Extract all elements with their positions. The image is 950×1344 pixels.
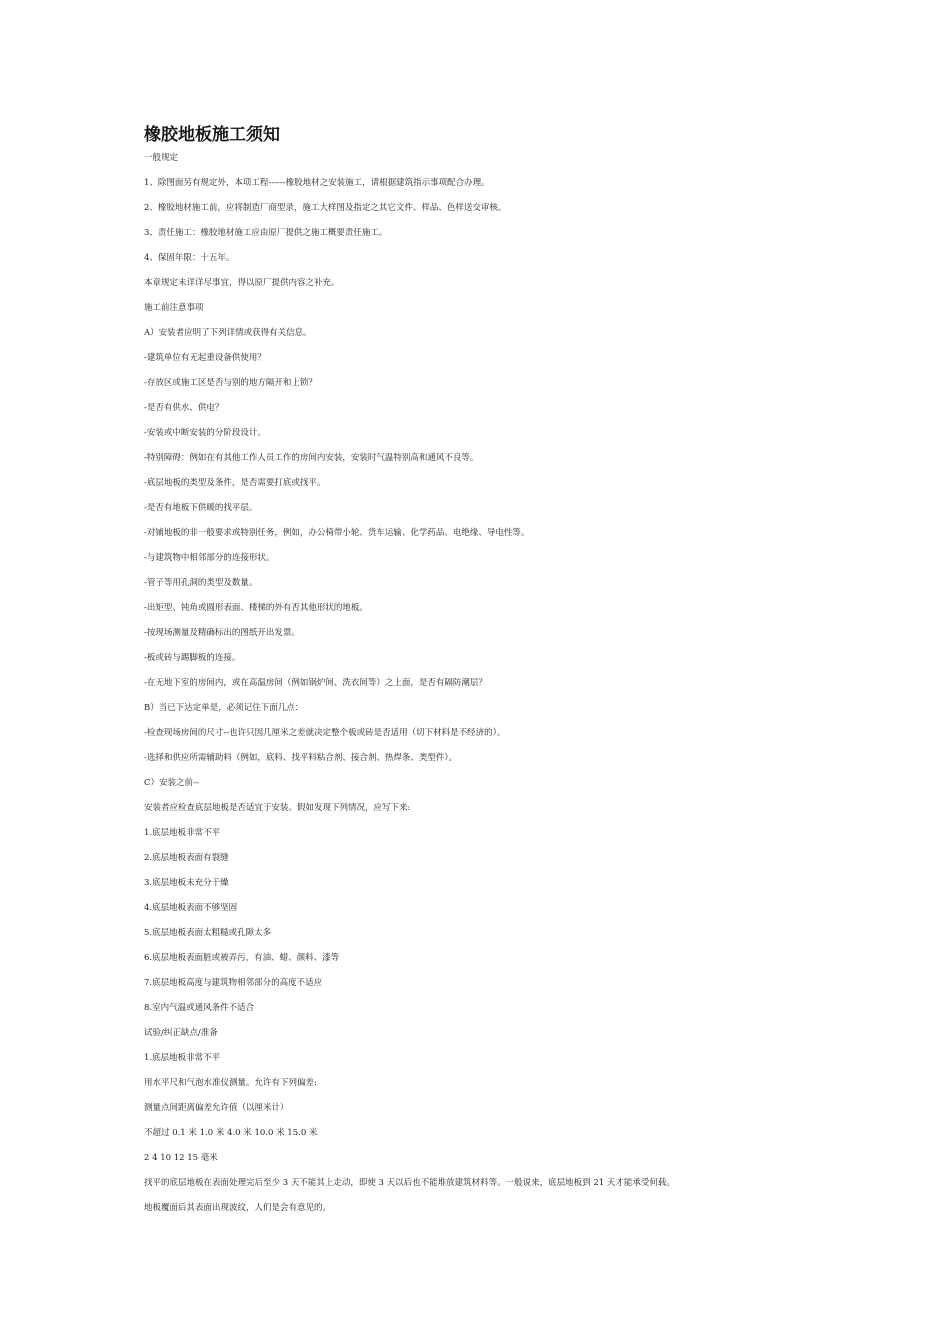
paragraph: 测量点间距离偏差允许值（以厘米计） bbox=[144, 1103, 289, 1113]
paragraph: -在无地下室的房间内，或在高温房间（例如锅炉间、洗衣间等）之上面，是否有隔防潮层？ bbox=[144, 678, 487, 688]
paragraph: -特别障碍：例如在有其他工作人员工作的房间内安装，安装时气温特别高和通风不良等。 bbox=[144, 453, 479, 463]
paragraph: 5.底层地板表面太粗糙或孔隙太多 bbox=[144, 928, 272, 938]
paragraph: -是否有地板下供暖的找平层。 bbox=[144, 503, 258, 513]
paragraph: -与建筑物中相邻部分的连接形状。 bbox=[144, 553, 275, 563]
document-title: 橡胶地板施工须知 bbox=[144, 125, 280, 145]
paragraph: 本章规定未详详尽事宜，得以原厂提供内容之补充。 bbox=[144, 278, 340, 288]
paragraph: 3.底层地板未充分干燥 bbox=[144, 878, 229, 888]
paragraph: 2.底层地板表面有裂缝 bbox=[144, 853, 229, 863]
paragraph: 8.室内气温或通风条件不适合 bbox=[144, 1003, 255, 1013]
paragraph: -存放区或施工区是否与别的地方隔开和上锁？ bbox=[144, 378, 317, 388]
paragraph: -板或砖与踢脚板的连接。 bbox=[144, 653, 241, 663]
paragraph: 不超过 0.1 米 1.0 米 4.0 米 10.0 米 15.0 米 bbox=[144, 1128, 318, 1138]
paragraph: C）安装之前-- bbox=[144, 778, 199, 788]
paragraph: 施工前注意事项 bbox=[144, 303, 204, 313]
paragraph: 1.底层地板非常不平 bbox=[144, 828, 221, 838]
paragraph: -管子等用孔洞的类型及数量。 bbox=[144, 578, 258, 588]
paragraph: 1.底层地板非常不平 bbox=[144, 1053, 221, 1063]
paragraph: 2、橡胶地材施工前，应将制造厂商型录，施工大样图及指定之其它文件、样品、色样送交审核。 bbox=[144, 203, 507, 213]
paragraph: 地板覆面后其表面出现波纹，人们是会有意见的。 bbox=[144, 1203, 332, 1213]
paragraph: -按现场测量及精确标出的图纸开出发票。 bbox=[144, 628, 300, 638]
paragraph: -检查现场房间的尺寸--也许只因几厘米之差就决定整个板或砖是否适用（切下材料是不经济的）。 bbox=[144, 728, 506, 738]
paragraph: -对铺地板的非一般要求或特别任务，例如，办公椅带小轮、货车运输、化学药品、电绝缘、导电性等。 bbox=[144, 528, 530, 538]
paragraph: A）安装者应明了下列详情或获得有关信息。 bbox=[144, 328, 312, 338]
document-page bbox=[144, 124, 824, 1228]
paragraph: 3、责任施工：橡胶地材施工应由原厂提供之施工概要责任施工。 bbox=[144, 228, 388, 238]
paragraph: -出矩型、钝角或圆形表面、楼梯的外有否其他形状的地板。 bbox=[144, 603, 368, 613]
paragraph: 7.底层地板高度与建筑物相邻部分的高度不适应 bbox=[144, 978, 323, 988]
paragraph: -建筑单位有无起重设备供使用？ bbox=[144, 353, 266, 363]
paragraph: 一般规定 bbox=[144, 153, 179, 163]
paragraph: -安装或中断安装的分阶段设计。 bbox=[144, 428, 266, 438]
paragraph: -底层地板的类型及条件，是否需要打底或找平。 bbox=[144, 478, 326, 488]
paragraph: -是否有供水、供电？ bbox=[144, 403, 224, 413]
document-body bbox=[144, 153, 824, 1228]
paragraph: 6.底层地板表面脏或被弄污，有油、蜡、颜料、漆等 bbox=[144, 953, 340, 963]
paragraph: B）当已下达定单是，必须记住下面几点： bbox=[144, 703, 304, 713]
paragraph: 安装者应检查底层地板是否适宜于安装。假如发现下列情况，应写下来: bbox=[144, 803, 411, 813]
paragraph: 试验/纠正缺点/准备 bbox=[144, 1028, 218, 1038]
paragraph: 4.底层地板表面不够坚固 bbox=[144, 903, 238, 913]
paragraph: -选择和供应所需辅助料（例如，底料、找平料粘合剂、接合剂、热焊条、类型件）。 bbox=[144, 753, 458, 763]
paragraph: 1、除图面另有规定外，本项工程------橡胶地材之安装施工，请根据建筑指示事项配合办理。 bbox=[144, 178, 490, 188]
paragraph: 2 4 10 12 15 毫米 bbox=[144, 1153, 218, 1163]
paragraph: 4、保固年限：十五年。 bbox=[144, 253, 235, 263]
paragraph: 用水平尺和气泡水准仪测量。允许有下列偏差: bbox=[144, 1078, 317, 1088]
paragraph: 找平的底层地板在表面处理完后至少 3 天不能其上走动，即使 3 天以后也不能堆放建筑材料等。一般说来，底层地板到 21 天才能承受何载。 bbox=[144, 1178, 675, 1188]
